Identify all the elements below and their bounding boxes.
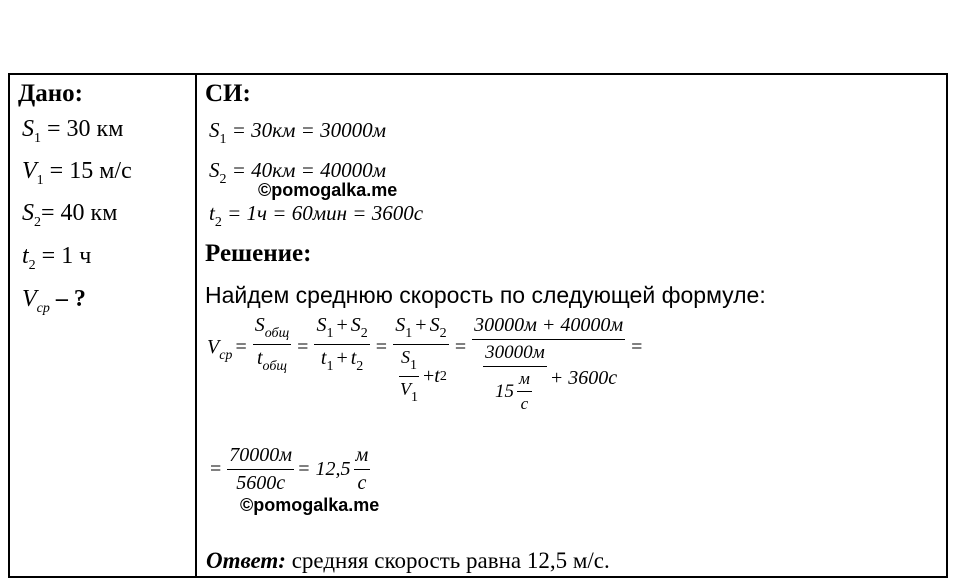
- given-subscript: 2: [34, 215, 41, 230]
- given-value: = 30 км: [41, 116, 124, 142]
- watermark: ©pomogalka.me: [258, 180, 398, 200]
- si-equation: = 40км = 40000м: [226, 158, 386, 182]
- given-symbol: V: [22, 286, 37, 312]
- formula-subscript: 2: [356, 359, 364, 374]
- given-symbol: V: [22, 158, 37, 184]
- result-unit: [354, 444, 371, 495]
- formula-subscript: общ: [262, 359, 287, 374]
- si-subscript: 2: [219, 172, 227, 187]
- equals-sign: =: [210, 458, 222, 480]
- given-symbol: S: [22, 116, 34, 142]
- fraction-expanded: $S_1 + S_2$ $\frac{S_1}{V_1}$ + t 2: [395, 314, 447, 405]
- unit-denominator: с: [520, 394, 529, 413]
- unit-numerator: м: [517, 369, 532, 392]
- formula-subscript: 1: [410, 358, 417, 373]
- equals-sign: =: [631, 336, 643, 358]
- equals-sign: =: [454, 336, 467, 358]
- si-row-t2: [209, 201, 423, 231]
- solution-heading: Решение:: [205, 240, 312, 267]
- inner-numerator: 30000м: [483, 342, 547, 367]
- si-subscript: 1: [219, 132, 227, 147]
- si-symbol: t: [209, 201, 215, 225]
- fraction-numeric: [472, 314, 625, 414]
- formula-symbol: S: [395, 314, 406, 336]
- si-heading: СИ:: [205, 80, 251, 107]
- unit-numerator: м: [354, 444, 371, 470]
- result-value: = 12,5: [297, 458, 351, 480]
- watermark: ©pomogalka.me: [240, 495, 380, 515]
- formula-symbol: S: [316, 314, 327, 336]
- fraction-sum: $\frac{S_1 + S_2}{t_1 + t_2}$: [316, 314, 368, 374]
- si-symbol: S: [209, 158, 220, 182]
- formula-subscript: 2: [360, 326, 368, 341]
- given-symbol: t: [22, 243, 29, 269]
- si-symbol: S: [209, 118, 220, 142]
- answer-text: средняя скорость равна 12,5 м/с.: [285, 548, 610, 573]
- fraction-result: [227, 444, 294, 495]
- formula-symbol: V: [207, 336, 220, 358]
- formula-result: [207, 444, 373, 495]
- formula-subscript: 1: [411, 390, 418, 405]
- formula-symbol: t: [320, 347, 327, 369]
- solution-intro: Найдем среднюю скорость по следующей формуле:: [205, 282, 766, 308]
- given-value: = 1 ч: [35, 243, 92, 269]
- answer-label: Ответ:: [206, 548, 286, 573]
- formula-symbol: t: [434, 365, 440, 387]
- equals-sign: =: [235, 336, 247, 358]
- equals-sign: =: [375, 336, 387, 358]
- answer-line: [206, 548, 610, 574]
- formula-subscript: ср: [219, 348, 233, 363]
- speed-coefficient: 15: [495, 380, 515, 402]
- equals-sign: =: [297, 336, 309, 358]
- formula-symbol: S: [401, 347, 410, 367]
- given-value: = 15 м/с: [43, 158, 132, 184]
- given-value: = 40 км: [41, 200, 118, 226]
- column-divider: [195, 73, 197, 578]
- formula-lhs: [207, 336, 232, 364]
- formula-symbol: V: [400, 379, 411, 399]
- given-subscript: 2: [28, 258, 36, 273]
- formula-subscript: 2: [439, 326, 447, 341]
- unit-denominator: с: [357, 472, 367, 494]
- formula-symbol: S: [254, 314, 265, 336]
- given-value: – ?: [49, 286, 86, 312]
- formula-symbol: t: [350, 347, 357, 369]
- given-symbol: S: [22, 200, 34, 226]
- formula-symbol: t: [256, 347, 263, 369]
- result-denominator: 5600с: [236, 472, 286, 494]
- numeric-numerator: 30000м + 40000м: [472, 314, 625, 340]
- given-v1: [22, 158, 132, 189]
- formula-symbol: S: [429, 314, 440, 336]
- fraction-total: [253, 314, 291, 375]
- formula-subscript: 2: [439, 368, 447, 384]
- formula-subscript: 1: [405, 326, 413, 341]
- given-subscript: 1: [36, 173, 44, 188]
- si-equation: = 1ч = 60мин = 3600с: [221, 201, 424, 225]
- result-numerator: 70000м: [227, 444, 294, 470]
- given-heading: Дано:: [18, 80, 83, 107]
- given-t2: [22, 243, 91, 274]
- formula-subscript: общ: [264, 326, 290, 341]
- formula-subscript: 1: [326, 326, 334, 341]
- formula-average-speed: [207, 314, 645, 414]
- given-s2: [22, 200, 117, 231]
- formula-symbol: S: [350, 314, 361, 336]
- formula-subscript: 1: [326, 359, 334, 374]
- given-subscript: 1: [34, 131, 41, 146]
- given-s1: [22, 116, 123, 147]
- plus-time: + 3600с: [549, 366, 618, 389]
- si-equation: = 30км = 30000м: [226, 118, 386, 142]
- given-subscript: ср: [36, 301, 50, 316]
- given-vcp: [22, 286, 86, 317]
- si-row-s1: [209, 118, 386, 148]
- si-subscript: 2: [214, 215, 222, 230]
